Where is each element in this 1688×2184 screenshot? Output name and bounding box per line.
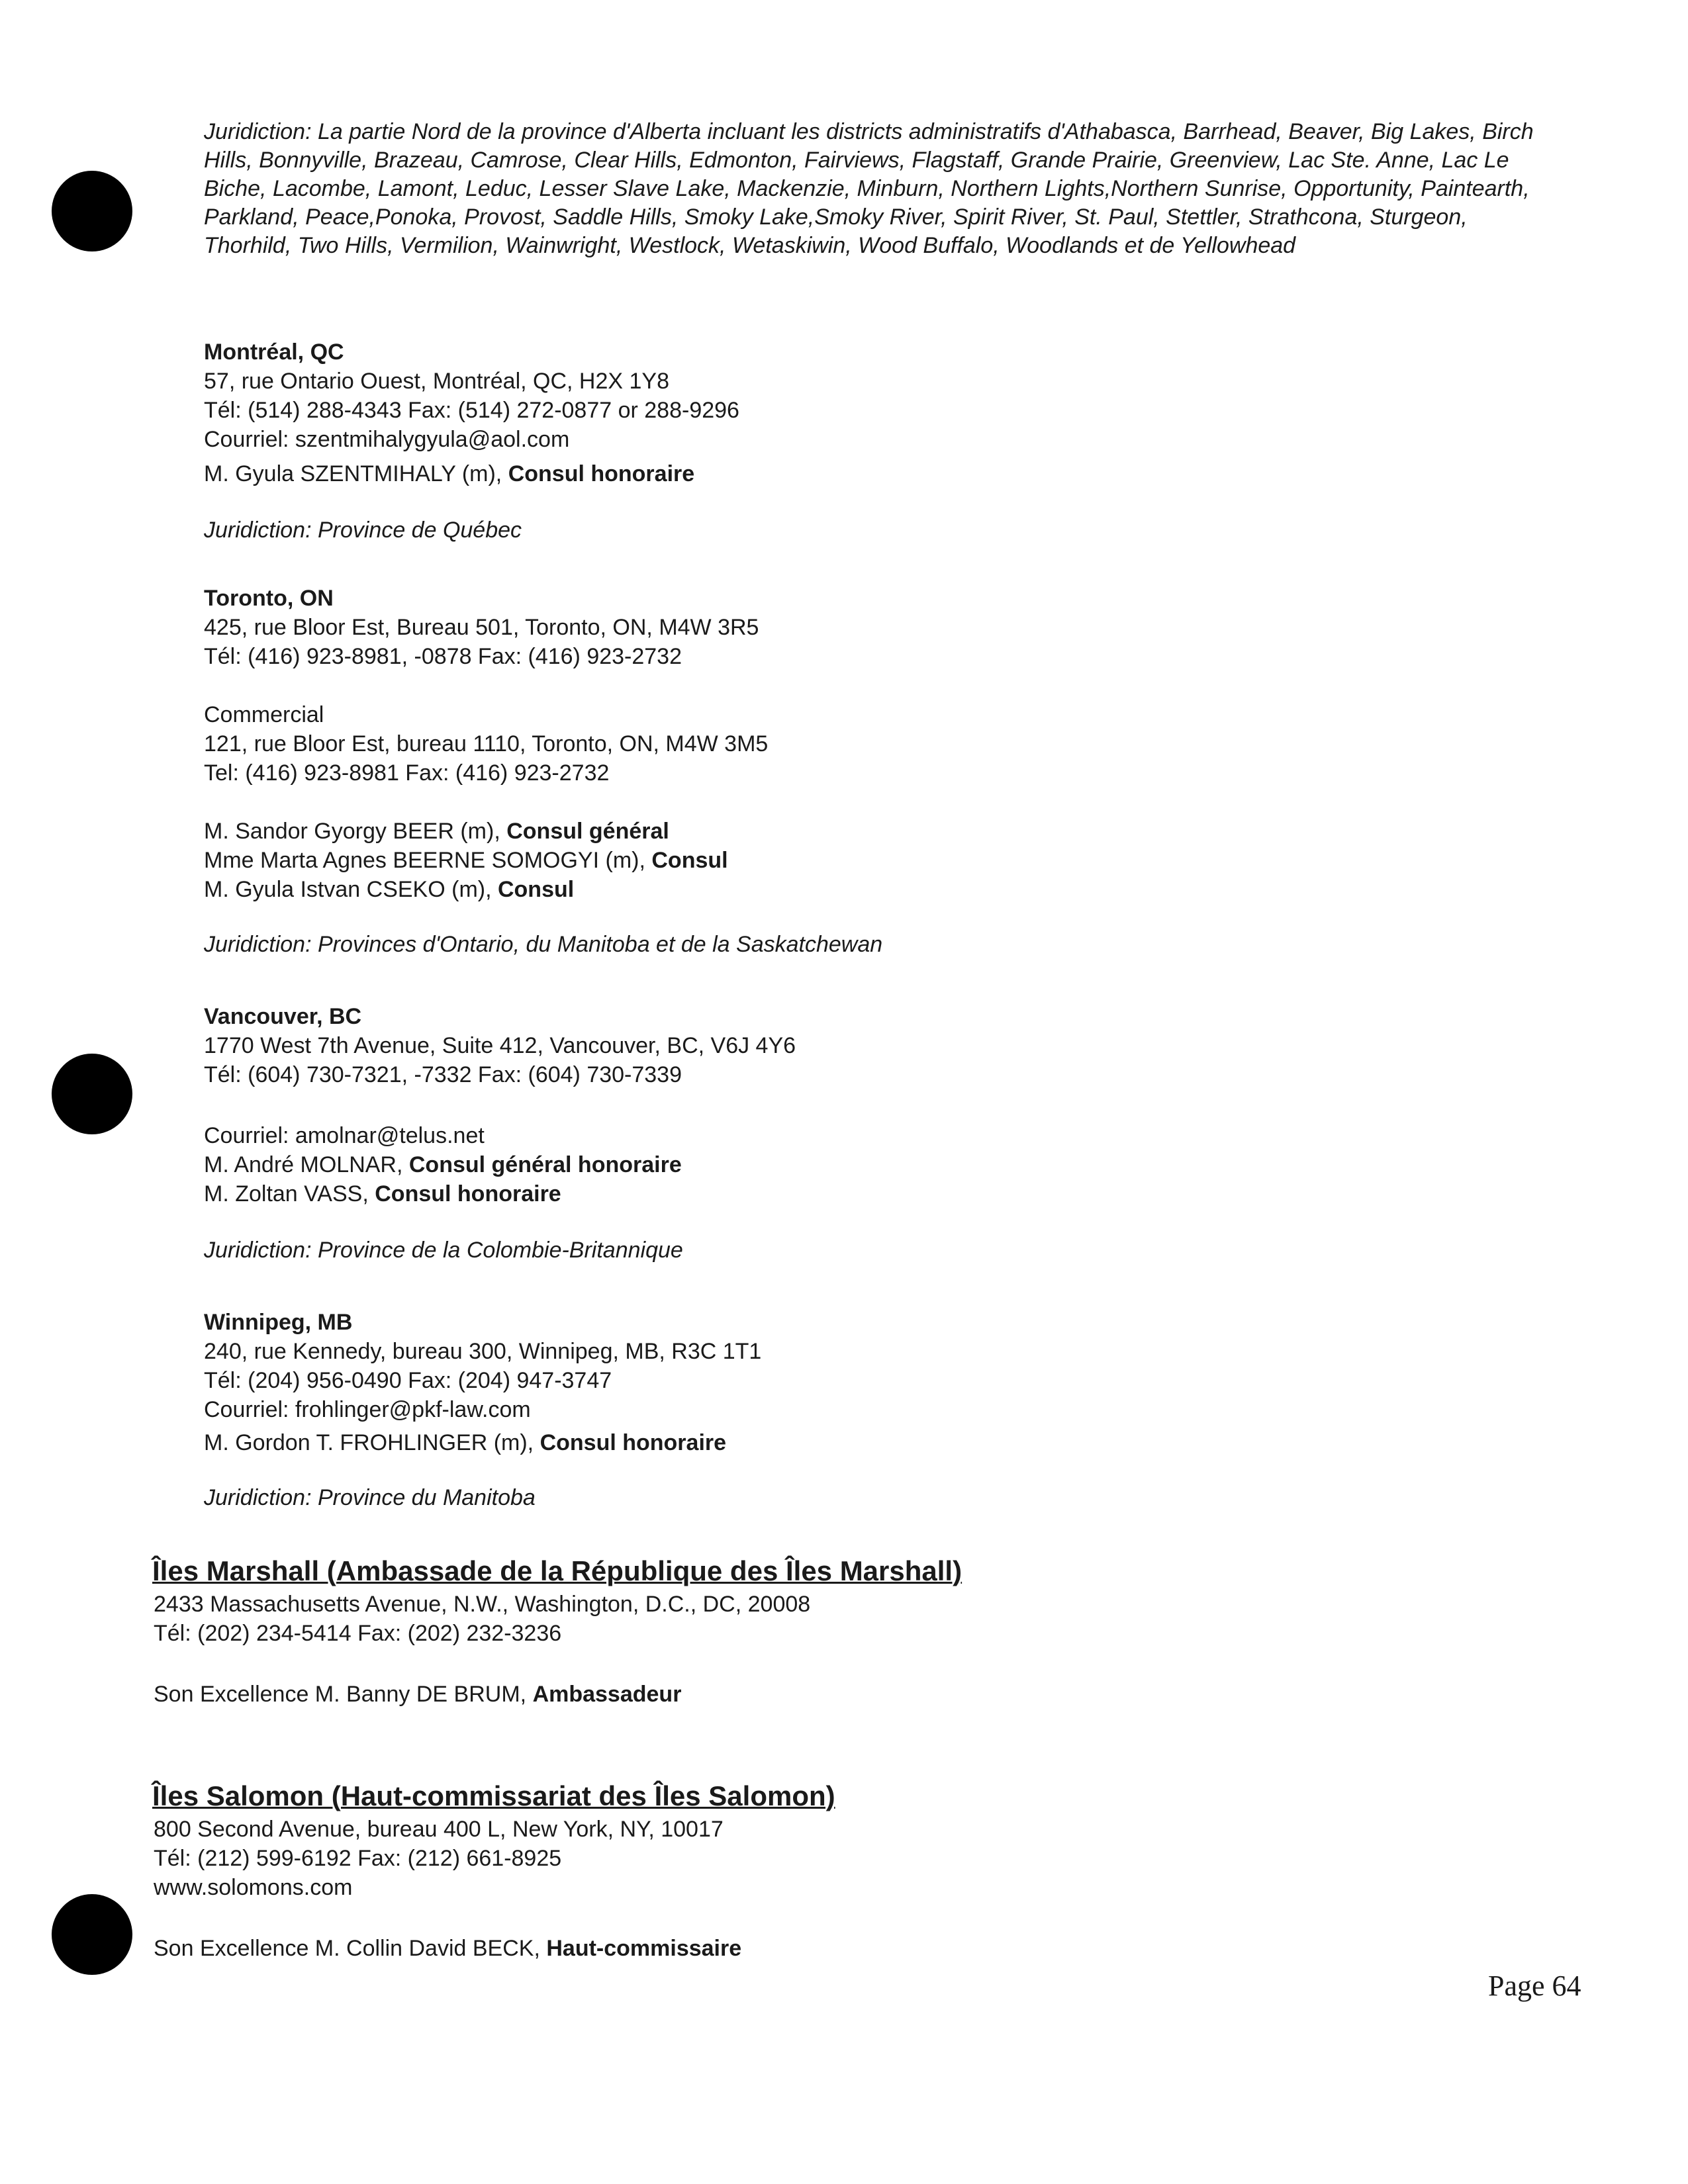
phone-fax: Tél: (202) 234-5414 Fax: (202) 232-3236 [154, 1621, 562, 1646]
consul-line [204, 1179, 1561, 1208]
commercial-phone: Tel: (416) 923-8981 Fax: (416) 923-2732 [204, 760, 610, 786]
jurisdiction: Juridiction: Provinces d'Ontario, du Manitoba et de la Saskatchewan [204, 932, 883, 957]
address: 800 Second Avenue, bureau 400 L, New York, NY, 10017 [154, 1817, 724, 1842]
address: 57, rue Ontario Ouest, Montréal, QC, H2X 1Y8 [204, 369, 669, 394]
consul-line [204, 875, 1561, 904]
vancouver-entry [204, 1002, 1561, 1265]
person-title: Consul [651, 848, 728, 873]
salomon-entry [154, 1815, 1511, 1963]
punch-hole-top [52, 171, 132, 251]
phone-fax: Tél: (204) 956-0490 Fax: (204) 947-3747 [204, 1368, 612, 1393]
consul-line [204, 1428, 1561, 1457]
address: 2433 Massachusetts Avenue, N.W., Washington, D.C., DC, 20008 [154, 1592, 811, 1617]
person-name: M. Gyula SZENTMIHALY (m), [204, 461, 508, 486]
person-name: M. Gyula Istvan CSEKO (m), [204, 877, 498, 902]
commercial-address: 121, rue Bloor Est, bureau 1110, Toronto, ON, M4W 3M5 [204, 731, 769, 756]
country-heading-marshall: Îles Marshall (Ambassade de la République des Îles Marshall) [152, 1555, 962, 1586]
person-title: Consul général honoraire [408, 1152, 682, 1177]
person-title: Ambassadeur [532, 1682, 682, 1707]
city-heading: Winnipeg, MB [204, 1310, 353, 1335]
marshall-entry [154, 1590, 1511, 1709]
person-title: Consul [497, 877, 575, 902]
person-title: Consul honoraire [508, 461, 695, 486]
phone-fax: Tél: (212) 599-6192 Fax: (212) 661-8925 [154, 1846, 562, 1871]
person-name: Son Excellence M. Banny DE BRUM, [154, 1682, 533, 1707]
address: 425, rue Bloor Est, Bureau 501, Toronto, ON, M4W 3R5 [204, 615, 759, 640]
person-title: Consul général [506, 819, 669, 844]
page-number: Page 64 [1488, 1970, 1581, 2002]
winnipeg-entry [204, 1308, 1561, 1512]
commercial-label: Commercial [204, 702, 324, 727]
phone-fax: Tél: (514) 288-4343 Fax: (514) 272-0877 or 288-9296 [204, 398, 739, 423]
montreal-entry [204, 338, 1561, 545]
person-name: Son Excellence M. Collin David BECK, [154, 1936, 547, 1961]
email: Courriel: frohlinger@pkf-law.com [204, 1397, 531, 1422]
consul-line [204, 459, 1561, 488]
person-name: M. Gordon T. FROHLINGER (m), [204, 1430, 540, 1455]
jurisdiction: Juridiction: Province du Manitoba [204, 1485, 536, 1510]
person-title: Haut-commissaire [546, 1936, 742, 1961]
consul-line [204, 817, 1561, 846]
consul-line [204, 1150, 1561, 1179]
person-name: M. André MOLNAR, [204, 1152, 409, 1177]
email: Courriel: amolnar@telus.net [204, 1123, 485, 1148]
punch-hole-bottom [52, 1894, 132, 1975]
website: www.solomons.com [154, 1875, 353, 1900]
person-name: Mme Marta Agnes BEERNE SOMOGYI (m), [204, 848, 652, 873]
phone-fax: Tél: (604) 730-7321, -7332 Fax: (604) 730-7339 [204, 1062, 682, 1087]
ambassador-line [154, 1680, 1511, 1709]
alberta-jurisdiction: Juridiction: La partie Nord de la province d'Alberta incluant les districts administratifs d'Athabasca, Barrhead, Beaver, Big Lakes, Birch Hills, Bonnyville, Brazeau, Camrose, Clear Hills, Edmonton, Fairviews, Flagstaff, Grande Prairie, Greenview, Lac Ste. Anne, Lac Le Biche, Lacombe, Lamont, Leduc, Lesser Slave Lake, Mackenzie, Minburn, Northern Lights,Northern Sunrise, Opportunity, Paintearth, Parkland, Peace,Ponoka, Provost, Saddle Hills, Smoky Lake,Smoky River, Spirit River, St. Paul, Stettler, Strathcona, Sturgeon, Thorhild, Two Hills, Vermilion, Wainwright, Westlock, Wetaskiwin, Wood Buffalo, Woodlands et de Yellowhead [204, 119, 1534, 258]
person-title: Consul honoraire [539, 1430, 727, 1455]
country-heading-salomon: Îles Salomon (Haut-commissariat des Îles Salomon) [152, 1780, 835, 1811]
city-heading: Toronto, ON [204, 586, 334, 611]
address: 240, rue Kennedy, bureau 300, Winnipeg, MB, R3C 1T1 [204, 1339, 762, 1364]
punch-hole-middle [52, 1054, 132, 1134]
jurisdiction: Juridiction: Province de la Colombie-Britannique [204, 1238, 683, 1263]
toronto-entry [204, 584, 1561, 959]
person-name: M. Sandor Gyorgy BEER (m), [204, 819, 507, 844]
city-heading: Montréal, QC [204, 340, 344, 365]
phone-fax: Tél: (416) 923-8981, -0878 Fax: (416) 923-2732 [204, 644, 682, 669]
city-heading: Vancouver, BC [204, 1004, 362, 1029]
email: Courriel: szentmihalygyula@aol.com [204, 427, 570, 452]
person-name: M. Zoltan VASS, [204, 1181, 375, 1206]
consul-line [204, 846, 1561, 875]
address: 1770 West 7th Avenue, Suite 412, Vancouver, BC, V6J 4Y6 [204, 1033, 796, 1058]
person-title: Consul honoraire [375, 1181, 561, 1206]
high-commissioner-line [154, 1934, 1511, 1963]
jurisdiction: Juridiction: Province de Québec [204, 518, 522, 543]
